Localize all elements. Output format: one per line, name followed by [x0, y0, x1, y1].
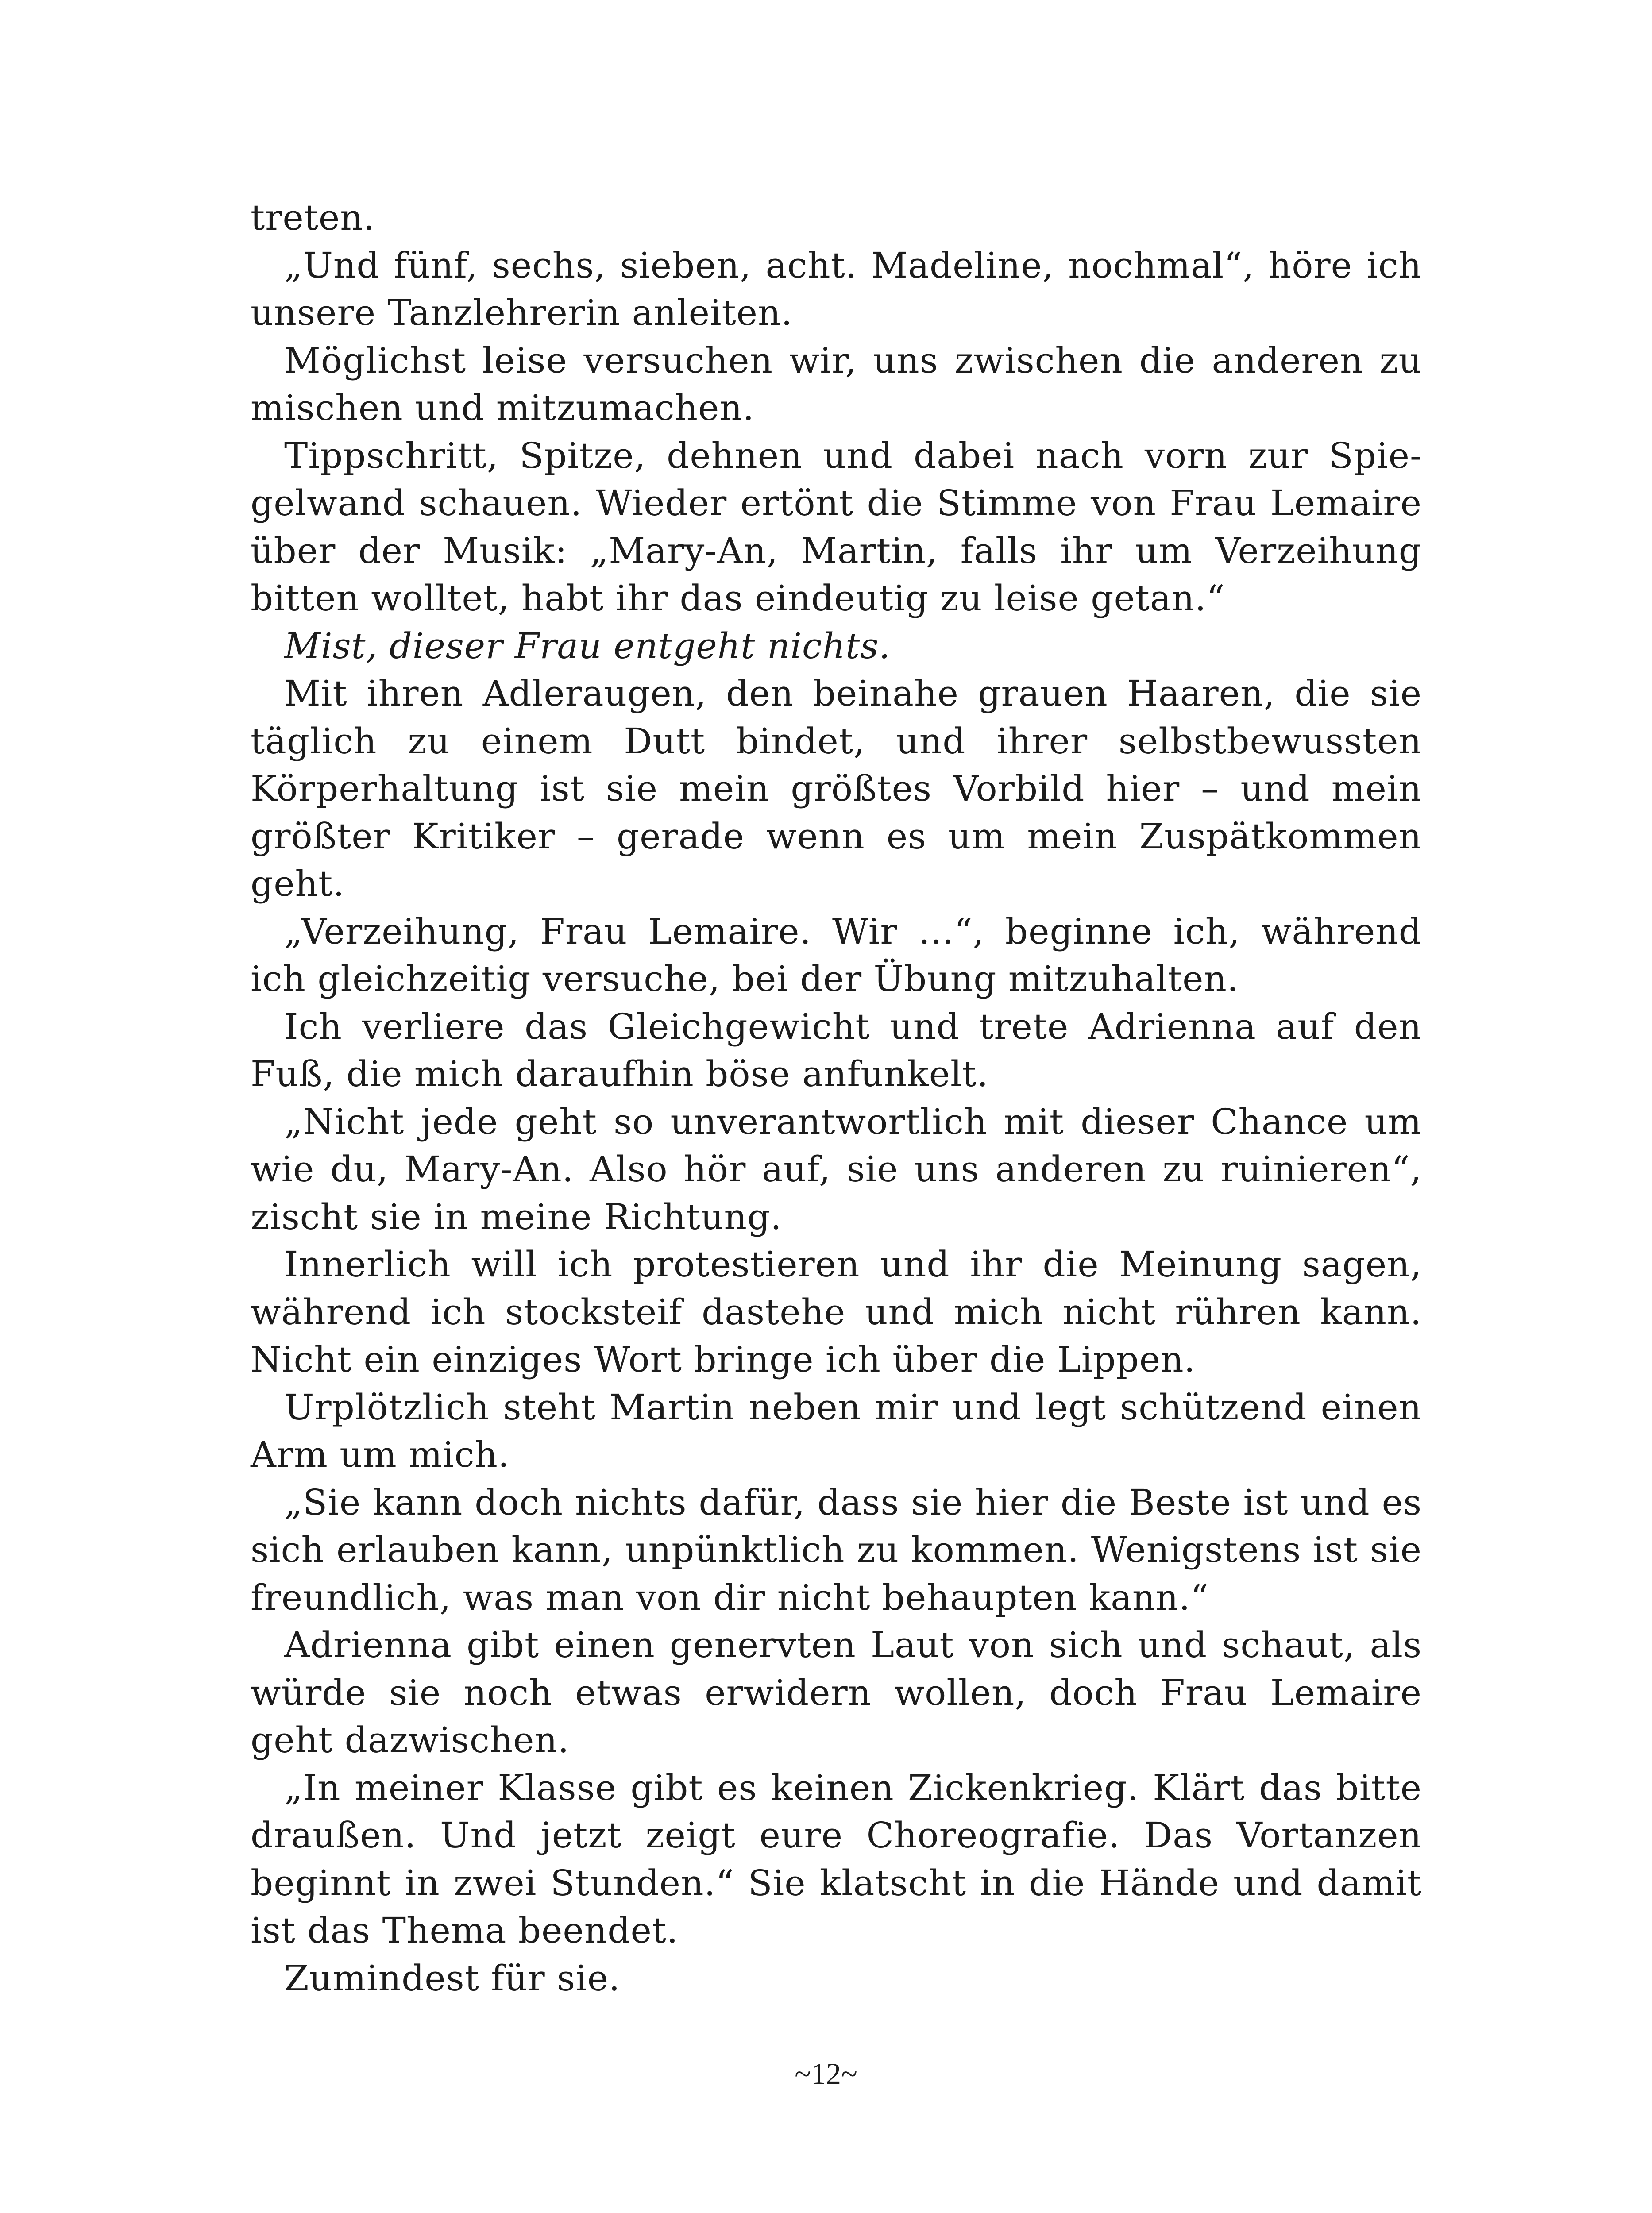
paragraph: Adrienna gibt einen genervten Laut von sich und schaut, als würde sie noch etwas erwidern wollen, doch Frau Lemaire geht dazwischen.: [251, 1624, 1422, 1761]
paragraph: Möglichst leise versuchen wir, uns zwischen die anderen zu mischen und mitzumachen.: [251, 339, 1422, 428]
paragraph: Zumindest für sie.: [284, 1957, 621, 1999]
paragraph: treten.: [251, 197, 375, 238]
paragraph: Tippschritt, Spitze, dehnen und dabei nach vorn zur Spiegelwand schauen. Wieder ertönt die Stimme von Frau Lemaire über der Musik: „Mary-An, Martin, falls ihr um Verzeihung bitten wolltet, habt ihr das eindeutig zu leise getan.“: [251, 435, 1422, 619]
paragraph-italic-thought: Mist, dieser Frau entgeht nichts.: [284, 625, 891, 667]
body-text: [251, 194, 1422, 2002]
paragraph: „Und fünf, sechs, sieben, acht. Madeline, nochmal“, höre ich unsere Tanzlehrerin anleiten.: [251, 244, 1422, 333]
paragraph: „Verzeihung, Frau Lemaire. Wir …“, beginne ich, während ich gleichzeitig versuche, bei der Übung mitzuhalten.: [251, 910, 1422, 999]
paragraph: „In meiner Klasse gibt es keinen Zickenkrieg. Klärt das bitte draußen. Und jetzt zeigt eure Choreografie. Das Vortanzen beginnt in zwei Stunden.“ Sie klatscht in die Hände und damit ist das Thema beendet.: [251, 1767, 1422, 1951]
paragraph: „Nicht jede geht so unverantwortlich mit dieser Chance um wie du, Mary-An. Also hör auf, sie uns anderen zu ruinieren“, zischt sie in meine Richtung.: [251, 1101, 1422, 1238]
paragraph: Urplötzlich steht Martin neben mir und legt schützend einen Arm um mich.: [251, 1386, 1422, 1475]
paragraph: „Sie kann doch nichts dafür, dass sie hier die Beste ist und es sich erlauben kann, unpünktlich zu kommen. Wenigstens ist sie freundlich, was man von dir nicht behaupten kann.“: [251, 1481, 1422, 1618]
paragraph: Ich verliere das Gleichgewicht und trete Adrienna auf den Fuß, die mich daraufhin böse anfunkelt.: [251, 1006, 1422, 1095]
paragraph: Mit ihren Adleraugen, den beinahe grauen Haaren, die sie täglich zu einem Dutt bindet, und ihrer selbstbewussten Körperhaltung ist sie mein größtes Vorbild hier – und mein größter Kritiker – gerade wenn es um mein Zuspätkommen geht.: [251, 673, 1422, 904]
page-number: ~12~: [795, 2057, 857, 2090]
paragraph: Innerlich will ich protestieren und ihr die Meinung sagen, während ich stocksteif dastehe und mich nicht rühren kann. Nicht ein einziges Wort bringe ich über die Lippen.: [251, 1244, 1422, 1380]
